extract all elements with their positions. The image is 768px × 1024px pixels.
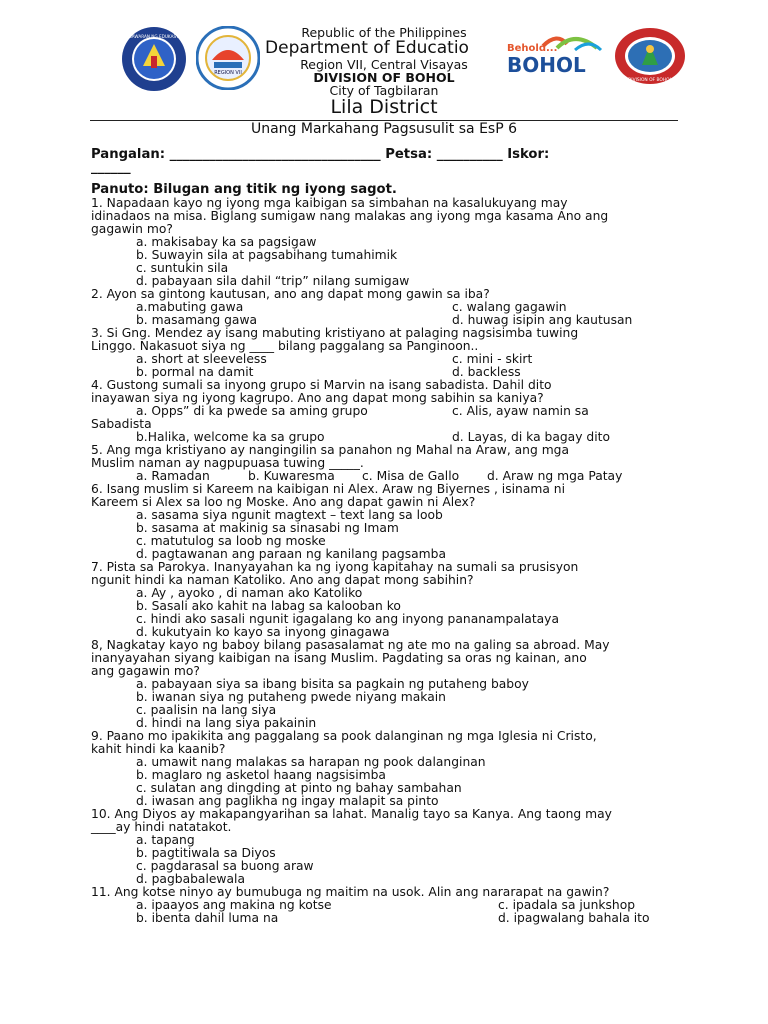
answer-choice[interactable]: c. matutulog sa loob ng moske: [136, 534, 326, 548]
question-text: 5. Ang mga kristiyano ay nangingilin sa panahon ng Mahal na Araw, ang mga: [91, 443, 570, 457]
answer-choice[interactable]: b.Halika, welcome ka sa grupo: [136, 430, 325, 444]
answer-choice[interactable]: d. pabayaan sila dahil “trip” nilang sumigaw: [136, 274, 410, 288]
question-text: 7. Pista sa Parokya. Inanyayahan ka ng iyong kapitahay na sumali sa prusisyon: [91, 560, 579, 574]
question-text: kahit hindi ka kaanib?: [91, 742, 226, 756]
answer-choice[interactable]: b. sasama at makinig sa sinasabi ng Imam: [136, 521, 399, 535]
question-item: [91, 886, 691, 925]
answer-choice[interactable]: c. Alis, ayaw namin sa: [452, 404, 589, 418]
answer-choice[interactable]: a. Ramadan: [136, 469, 210, 483]
svg-text:Behold...: Behold...: [507, 43, 558, 54]
question-text: 8, Nagkatay kayo ng baboy bilang pasasalamat ng ate mo na galing sa abroad. May: [91, 638, 610, 652]
answer-choice[interactable]: d. iwasan ang paglikha ng ingay malapit sa pinto: [136, 794, 439, 808]
answer-choice[interactable]: b. iwanan siya ng putaheng pwede niyang makain: [136, 690, 446, 704]
answer-choice[interactable]: b. Suwayin sila at pagsabihang tumahimik: [136, 248, 398, 262]
question-item: [91, 327, 691, 379]
question-text: ____ay hindi natatakot.: [91, 820, 232, 834]
city-line: City of Tagbilaran: [329, 83, 439, 98]
answer-choice[interactable]: a. short at sleeveless: [136, 352, 267, 366]
answer-choice[interactable]: d. Araw ng mga Patay: [487, 469, 623, 483]
question-item: [91, 197, 691, 288]
answer-choice[interactable]: b. masamang gawa: [136, 313, 258, 327]
svg-text:DIVISION OF BOHOL: DIVISION OF BOHOL: [627, 78, 673, 83]
answer-choice[interactable]: d. pagtawanan ang paraan ng kanilang pagsamba: [136, 547, 446, 561]
svg-text:KAGAWARAN NG EDUKASYON: KAGAWARAN NG EDUKASYON: [123, 34, 185, 39]
question-text: inanyayahan siyang kaibigan na isang Muslim. Pagdating sa oras ng kainan, ano: [91, 651, 587, 665]
answer-choice[interactable]: c. walang gagawin: [452, 300, 567, 314]
question-text: 2. Ayon sa gintong kautusan, ano ang dapat mong gawin sa iba?: [91, 287, 490, 301]
question-text: 3. Si Gng. Mendez ay isang mabuting kristiyano at palaging nagsisimba tuwing: [91, 326, 579, 340]
answer-choice[interactable]: a. pabayaan siya sa ibang bisita sa pagkain ng putaheng baboy: [136, 677, 529, 691]
question-text: Muslim naman ay nagpupuasa tuwing _____.: [91, 456, 364, 470]
answer-choice[interactable]: d. huwag isipin ang kautusan: [452, 313, 633, 327]
department-line: Department of Educatio: [265, 38, 469, 58]
answer-choice[interactable]: a. Ay , ayoko , di naman ako Katoliko: [136, 586, 363, 600]
question-item: [91, 730, 691, 808]
answer-choice[interactable]: b. Kuwaresma: [248, 469, 335, 483]
answer-choice[interactable]: b. ibenta dahil luma na: [136, 911, 279, 925]
svg-text:REGION VII: REGION VII: [214, 70, 242, 76]
answer-choice[interactable]: c. suntukin sila: [136, 261, 229, 275]
question-text: Kareem si Alex sa loo ng Moske. Ano ang dapat gawin ni Alex?: [91, 495, 476, 509]
question-text: 9. Paano mo ipakikita ang paggalang sa pook dalanginan ng mga Iglesia ni Cristo,: [91, 729, 597, 743]
answer-choice[interactable]: b. Sasali ako kahit na labag sa kalooban ko: [136, 599, 401, 613]
answer-choice[interactable]: d. hindi na lang siya pakainin: [136, 716, 317, 730]
answer-choice[interactable]: c. sulatan ang dingding at pinto ng bahay sambahan: [136, 781, 462, 795]
question-text: 10. Ang Diyos ay makapangyarihan sa lahat. Manalig tayo sa Kanya. Ang taong may: [91, 807, 612, 821]
answer-choice[interactable]: d. Layas, di ka bagay dito: [452, 430, 610, 444]
answer-choice[interactable]: c. Misa de Gallo: [362, 469, 460, 483]
answer-choice[interactable]: d. backless: [452, 365, 521, 379]
district-title: Lila District: [330, 96, 438, 118]
question-list: [91, 197, 691, 925]
question-text: 11. Ang kotse ninyo ay bumubuga ng maitim na usok. Alin ang nararapat na gawin?: [91, 885, 610, 899]
answer-choice[interactable]: a. ipaayos ang makina ng kotse: [136, 898, 332, 912]
student-info-line[interactable]: Pangalan: ________________________________ Petsa: __________ Iskor:: [91, 147, 550, 162]
answer-choice[interactable]: b. pormal na damit: [136, 365, 254, 379]
answer-choice[interactable]: c. mini - skirt: [452, 352, 533, 366]
question-text: 4. Gustong sumali sa inyong grupo si Marvin na isang sabadista. Dahil dito: [91, 378, 552, 392]
question-item: [91, 808, 691, 886]
question-text: Linggo. Nakasuot siya ng ____ bilang paggalang sa Panginoon..: [91, 339, 479, 353]
answer-choice[interactable]: a. Opps” di ka pwede sa aming grupo: [136, 404, 368, 418]
question-item: [91, 288, 691, 327]
student-info-line-cont[interactable]: ______: [91, 160, 131, 175]
answer-choice[interactable]: c. ipadala sa junkshop: [498, 898, 636, 912]
answer-row: [91, 405, 691, 418]
question-item: [91, 444, 691, 483]
answer-choice[interactable]: a. tapang: [136, 833, 195, 847]
svg-text:BOHOL: BOHOL: [507, 53, 586, 77]
answer-choice[interactable]: b. maglaro ng asketol haang nagsisimba: [136, 768, 386, 782]
question-text: idinadaos na misa. Biglang sumigaw nang malakas ang iyong mga kasama Ano ang: [91, 209, 609, 223]
division-line: DIVISION OF BOHOL: [313, 70, 455, 85]
question-text: 1. Napadaan kayo ng iyong mga kaibigan sa simbahan na kasalukuyang may: [91, 196, 568, 210]
answer-choice[interactable]: c. hindi ako sasali ngunit igagalang ko ang inyong pananampalataya: [136, 612, 559, 626]
answer-choice[interactable]: d. kukutyain ko kayo sa inyong ginagawa: [136, 625, 390, 639]
answer-choice[interactable]: a. makisabay ka sa pagsigaw: [136, 235, 317, 249]
answer-choice[interactable]: a. sasama siya ngunit magtext – text lang sa loob: [136, 508, 443, 522]
question-item: [91, 639, 691, 730]
answer-choice[interactable]: d. ipagwalang bahala ito: [498, 911, 650, 925]
answer-choice[interactable]: c. pagdarasal sa buong araw: [136, 859, 314, 873]
answer-choice[interactable]: c. paalisin na lang siya: [136, 703, 277, 717]
answer-row: [91, 912, 691, 925]
question-text: gagawin mo?: [91, 222, 173, 236]
answer-choice[interactable]: b. pagtitiwala sa Diyos: [136, 846, 276, 860]
region-line: Region VII, Central Visayas: [300, 57, 468, 72]
question-text: inayawan siya ng iyong kagrupo. Ano ang dapat mong sabihin sa kaniya?: [91, 391, 544, 405]
republic-line: Republic of the Philippines: [301, 25, 467, 40]
question-text: ngunit hindi ka naman Katoliko. Ano ang dapat mong sabihin?: [91, 573, 474, 587]
answer-choice[interactable]: d. pagbabalewala: [136, 872, 245, 886]
question-item: [91, 561, 691, 639]
instructions: Panuto: Bilugan ang titik ng iyong sagot.: [91, 182, 397, 197]
answer-choice-wrap: Sabadista: [91, 417, 152, 431]
question-text: ang gagawin mo?: [91, 664, 200, 678]
exam-title: Unang Markahang Pagsusulit sa EsP 6: [250, 121, 518, 137]
answer-choice[interactable]: a.mabuting gawa: [136, 300, 244, 314]
question-item: [91, 379, 691, 444]
answer-choice[interactable]: a. umawit nang malakas sa harapan ng pook dalanginan: [136, 755, 486, 769]
question-item: [91, 483, 691, 561]
question-text: 6. Isang muslim si Kareem na kaibigan ni Alex. Araw ng Biyernes , isinama ni: [91, 482, 565, 496]
